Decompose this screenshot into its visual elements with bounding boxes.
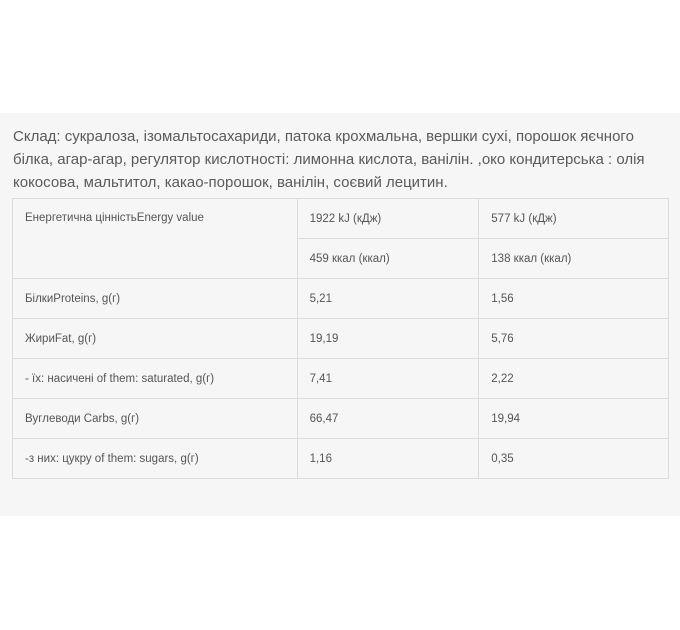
nutrient-value-per-100g: 5,21	[297, 279, 479, 319]
nutrient-label: - їх: насичені of them: saturated, g(г)	[13, 359, 298, 399]
composition-text: Склад: сукралоза, ізомальтосахариди, патока крохмальна, вершки сухі, порошок яєчного білка, агар-агар, регулятор кислотності: лимонна кислота, ванілін. ,око кондитерська : олія кокосова, мальтитол, какао-порошок, ванілін, соєвий лецитин.	[13, 128, 645, 191]
energy-kcal-per-100g: 459 ккал (ккал)	[297, 239, 479, 279]
nutrient-value-per-100g: 7,41	[297, 359, 479, 399]
nutrient-value-per-portion: 19,94	[479, 399, 669, 439]
nutrient-label: БілкиProteins, g(г)	[13, 279, 298, 319]
energy-kj-per-100g: 1922 kJ (кДж)	[297, 199, 479, 239]
nutrient-value-per-100g: 66,47	[297, 399, 479, 439]
nutrient-value-per-100g: 1,16	[297, 439, 479, 479]
energy-kcal-per-portion: 138 ккал (ккал)	[479, 239, 669, 279]
table-row	[13, 279, 669, 319]
energy-label: Енергетична цінністьEnergy value	[13, 199, 298, 279]
nutrient-value-per-portion: 2,22	[479, 359, 669, 399]
energy-kj-per-portion: 577 kJ (кДж)	[479, 199, 669, 239]
nutrition-table	[12, 198, 669, 479]
nutrient-label: ЖириFat, g(г)	[13, 319, 298, 359]
nutrient-value-per-portion: 1,56	[479, 279, 669, 319]
table-row	[13, 359, 669, 399]
table-row	[13, 439, 669, 479]
nutrient-label: -з них: цукру of them: sugars, g(г)	[13, 439, 298, 479]
table-row	[13, 199, 669, 239]
nutrient-value-per-portion: 5,76	[479, 319, 669, 359]
nutrient-value-per-100g: 19,19	[297, 319, 479, 359]
table-row	[13, 399, 669, 439]
nutrient-label: Вуглеводи Carbs, g(г)	[13, 399, 298, 439]
nutrient-value-per-portion: 0,35	[479, 439, 669, 479]
table-row	[13, 319, 669, 359]
